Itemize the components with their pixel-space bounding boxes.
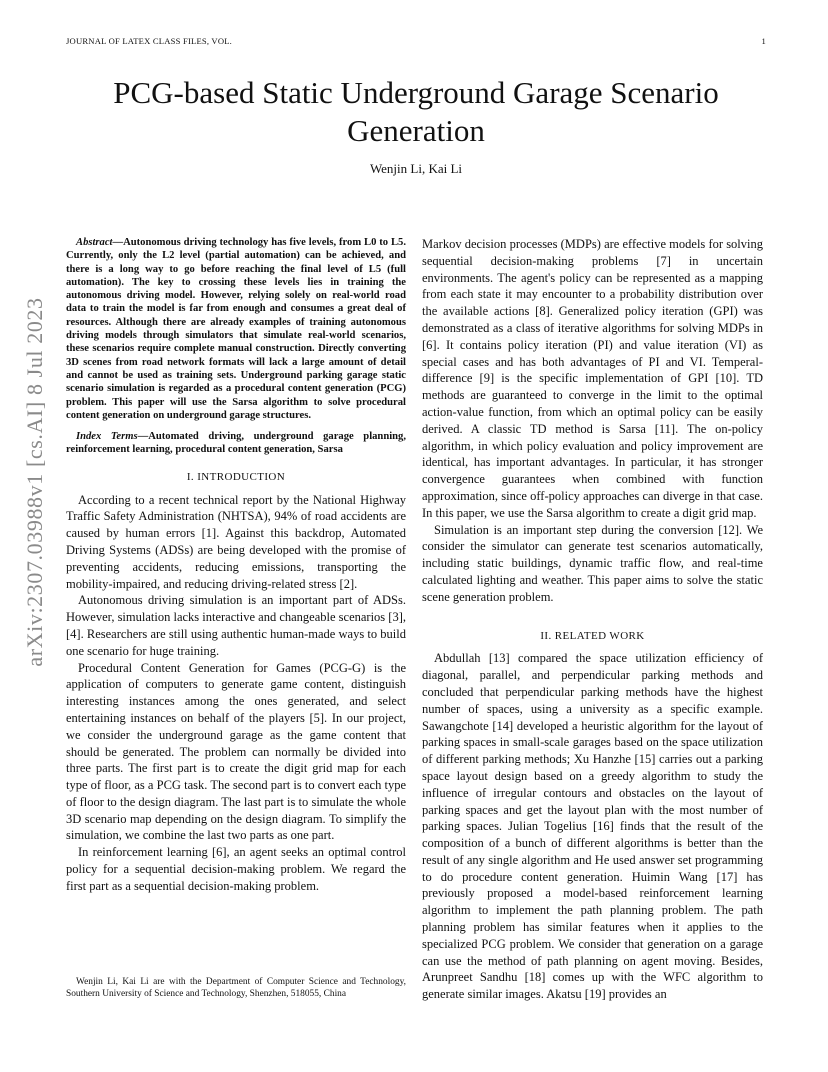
index-terms <box>66 430 406 457</box>
footnote: Wenjin Li, Kai Li are with the Department of Computer Science and Technology, Southern University of Science and Technology, Shenzhen, 518055, China <box>66 977 406 999</box>
arxiv-sidebar <box>20 297 50 667</box>
index-terms-text: —Automated driving, underground garage planning, reinforcement learning, procedural content generation, Sarsa <box>66 431 406 456</box>
paper-authors: Wenjin Li, Kai Li <box>369 161 463 176</box>
paragraph: Simulation is an important step during the conversion [12]. We consider the simulator can generate test scenarios automatically, including static buildings, dynamic traffic flow, and real-time calculated lighting and weather. This paper aims to solve the static scene generation problem. <box>422 522 763 604</box>
paragraph: Abdullah [13] compared the space utilization efficiency of diagonal, parallel, and perpendicular parking methods and concluded that perpendicular parking methods have the highest number of spaces, using a university as a specific example. Sawangchote [14] developed a heuristic algorithm for the layout of parking spaces in small-scale garages based on the space utilization of different parking methods; Xu Hanzhe [15] carries out a parking space layout design based on a greedy algorithm to study the influence of irregular contours and obstacles on the layout of parking spaces and get the layout plan with the most number of parking spaces. Julian Togelius [16] finds that the result of the composition of a bunch of different algorithms is better than the result of any single algorithm and He used answer set programming to do procedure content generation. Huimin Wang [17] has previously proposed a model-based reinforcement learning algorithm to implement the path planning problem. The path planning problem has similar features when it applies to the specialized PCG problem. We consider that generation on a garage can use the method of path planning on agent moving. Besides, Arunpreet Sandhu [18] comes up with the WFC algorithm to generate similar images. Akatsu [19] provides an <box>422 651 763 1002</box>
paragraph: Markov decision processes (MDPs) are effective models for solving sequential decision-making problems [7] in uncertain environments. The agent's policy can be represented as a mapping from each state it may encounter to a probability distribution over the available actions [8]. Generalized policy iteration (GPI) was demonstrated as a class of iterative algorithms for solving MDPs in [6]. It contains policy iteration (PI) and value iteration (VI) as special cases and has both advantages of PI and VI. Temperal-difference [9] is the specific implementation of GPI [10]. TD methods are guaranteed to converge in the limit to the optimal action-value function, from which an optimal policy can be easily derived. A classic TD method is Sarsa [11]. The on-policy algorithm, in which policy evaluation and policy improvement are identical, has important advantages. In particular, it has stronger convergence guarantees when combined with function approximation, since off-policy approaches can diverge in that case. In this paper, we use the Sarsa algorithm to create a digit grid map. <box>422 237 763 520</box>
journal-name: JOURNAL OF LATEX CLASS FILES, VOL. <box>66 36 233 46</box>
abstract-text: —Autonomous driving technology has five levels, from L0 to L5. Currently, only the L2 level (partial automation) can be achieved, and there is a long way to go before reaching the final level of L5 (full automation). The key to crossing these levels lies in training the autonomous driving model. However, relying solely on real-world road data to train the model is far from enough and consumes a great deal of resources. Although there are already examples of training autonomous driving models through simulators that simulate real-world scenarios, these scenarios require complete manual construction. Directly converting 3D scenes from road network formats will lack a large amount of detail and cannot be used as training sets. Underground parking garage static scenario simulation is regarded as a procedural content generation (PCG) problem. This paper will use the Sarsa algorithm to solve procedural content generation on underground garage structures. <box>66 237 406 421</box>
paragraph: According to a recent technical report by the National Highway Traffic Safety Administration (NHTSA), 94% of road accidents are caused by human errors [1]. Against this backdrop, Automated Driving Systems (ADSs) are being developed with the promise of preventing accidents, reducing emissions, transporting the mobility-impaired, and reducing driving-related stress [2]. <box>66 492 406 591</box>
paragraph: In reinforcement learning [6], an agent seeks an optimal control policy for a sequential decision-making problem. We regard the first part as a sequential decision-making problem. <box>66 845 406 893</box>
abstract <box>66 236 406 422</box>
left-column <box>66 236 406 895</box>
paper-title: PCG-based Static Underground Garage Scenario Generation <box>113 75 719 148</box>
abstract-label: Abstract <box>76 237 113 248</box>
arxiv-id: arXiv:2307.03988v1 [cs.AI] 8 Jul 2023 <box>22 297 47 667</box>
page-number: 1 <box>761 36 766 46</box>
running-header <box>66 36 766 46</box>
right-column <box>422 236 763 1003</box>
index-terms-label: Index Terms <box>76 431 138 443</box>
paragraph: Autonomous driving simulation is an important part of ADSs. However, simulation lacks interactive and changeable scenarios [3], [4]. Researchers are still using authentic human-made ways to build one scenario for huge training. <box>66 593 406 658</box>
section-heading-related-work: II. RELATED WORK <box>540 629 645 642</box>
section-heading-introduction: I. INTRODUCTION <box>186 470 286 483</box>
paragraph: Procedural Content Generation for Games (PCG-G) is the application of computers to generate game content, distinguish interesting instances among the ones generated, and select entertaining instances on behalf of the players [5]. In our project, we consider the underground garage as the game content that should be generated. The problem can normally be divided into three parts. The first part is to create the digit grid map for each type of floor, as a PCG task. The second part is to convert each type of floor to the design diagram. The last part is to simulate the whole 3D scenario map depending on the design diagram. To simplify the simulation, we combine the last two parts as one part. <box>66 660 406 843</box>
